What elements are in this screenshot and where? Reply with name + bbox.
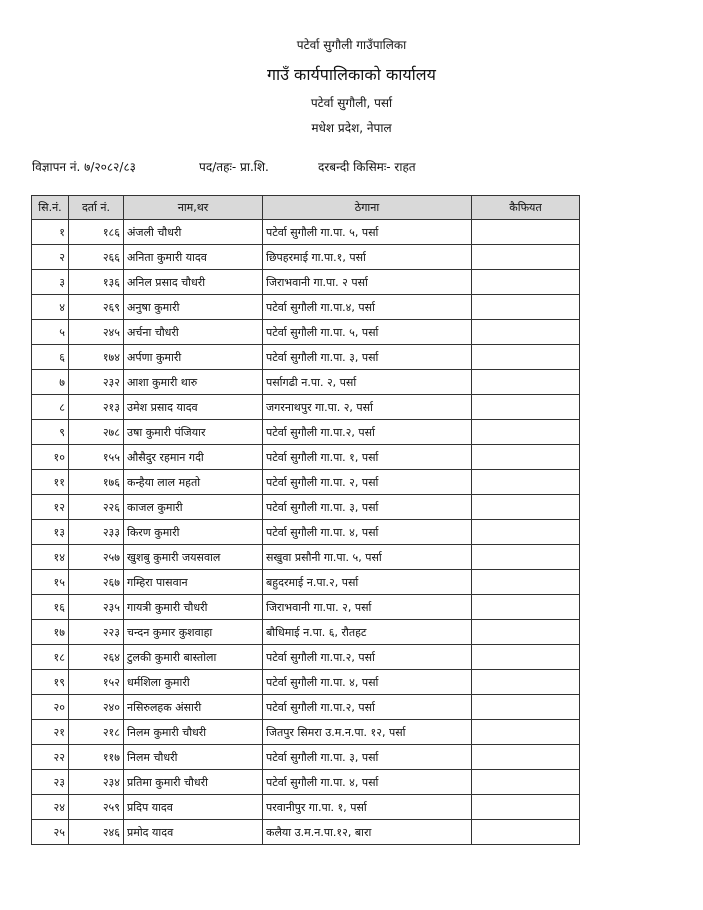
cell-name: कन्हैया लाल महतो (124, 470, 263, 495)
cell-address: पटेर्वा सुगौली गा.पा. १, पर्सा (263, 445, 472, 470)
table-row (32, 370, 580, 395)
table-row (32, 695, 580, 720)
cell-serial: २५ (32, 820, 69, 845)
office-title-municipality: पटेर्वा सुगौली गाउँपालिका (296, 38, 407, 52)
cell-serial: ९ (32, 420, 69, 445)
table-row (32, 220, 580, 245)
cell-remarks (472, 645, 580, 670)
cell-reg-no: २६९ (69, 295, 124, 320)
cell-serial: ६ (32, 345, 69, 370)
col-header-serial: सि.नं. (32, 196, 69, 220)
office-province: मधेश प्रदेश, नेपाल (311, 121, 392, 135)
cell-serial: ७ (32, 370, 69, 395)
cell-serial: १५ (32, 570, 69, 595)
cell-serial: ११ (32, 470, 69, 495)
cell-reg-no: २६७ (69, 570, 124, 595)
cell-reg-no: २१८ (69, 720, 124, 745)
cell-remarks (472, 595, 580, 620)
cell-serial: १४ (32, 545, 69, 570)
office-title-executive: गाउँ कार्यपालिकाको कार्यालय (267, 65, 436, 84)
cell-address: कलैया उ.म.न.पा.१२, बारा (263, 820, 472, 845)
cell-serial: १० (32, 445, 69, 470)
cell-address: पटेर्वा सुगौली गा.पा. ५, पर्सा (263, 220, 472, 245)
cell-name: धर्मशिला कुमारी (124, 670, 263, 695)
cell-serial: ३ (32, 270, 69, 295)
cell-serial: १२ (32, 495, 69, 520)
cell-address: पटेर्वा सुगौली गा.पा.२, पर्सा (263, 420, 472, 445)
cell-reg-no: २७८ (69, 420, 124, 445)
cell-address: पटेर्वा सुगौली गा.पा. ३, पर्सा (263, 345, 472, 370)
cell-reg-no: २२३ (69, 620, 124, 645)
cell-address: जिराभवानी गा.पा. २, पर्सा (263, 595, 472, 620)
cell-name: प्रदिप यादव (124, 795, 263, 820)
table-row (32, 795, 580, 820)
cell-name: उमेश प्रसाद यादव (124, 395, 263, 420)
cell-name: चन्दन कुमार कुशवाहा (124, 620, 263, 645)
table-row (32, 670, 580, 695)
cell-remarks (472, 445, 580, 470)
cell-name: अंजली चौधरी (124, 220, 263, 245)
cell-reg-no: २४० (69, 695, 124, 720)
cell-name: प्रतिमा कुमारी चौधरी (124, 770, 263, 795)
cell-remarks (472, 720, 580, 745)
cell-remarks (472, 570, 580, 595)
cell-reg-no: १३६ (69, 270, 124, 295)
cell-address: पटेर्वा सुगौली गा.पा. ४, पर्सा (263, 520, 472, 545)
table-row (32, 270, 580, 295)
cell-remarks (472, 795, 580, 820)
cell-reg-no: २६४ (69, 645, 124, 670)
cell-remarks (472, 470, 580, 495)
col-header-name: नाम,थर (124, 196, 263, 220)
cell-remarks (472, 520, 580, 545)
table-row (32, 445, 580, 470)
candidate-table (31, 195, 580, 845)
cell-name: काजल कुमारी (124, 495, 263, 520)
cell-address: पटेर्वा सुगौली गा.पा. ४, पर्सा (263, 770, 472, 795)
cell-serial: १८ (32, 645, 69, 670)
table-row (32, 770, 580, 795)
cell-reg-no: १८६ (69, 220, 124, 245)
cell-serial: २१ (32, 720, 69, 745)
table-header-row (32, 196, 580, 220)
cell-address: बहुदरमाई न.पा.२, पर्सा (263, 570, 472, 595)
cell-remarks (472, 220, 580, 245)
cell-address: पटेर्वा सुगौली गा.पा. २, पर्सा (263, 470, 472, 495)
cell-reg-no: १५५ (69, 445, 124, 470)
cell-serial: २२ (32, 745, 69, 770)
cell-name: गायत्री कुमारी चौधरी (124, 595, 263, 620)
table-row (32, 645, 580, 670)
cell-serial: १९ (32, 670, 69, 695)
table-row (32, 395, 580, 420)
col-header-reg-no: दर्ता नं. (69, 196, 124, 220)
table-row (32, 745, 580, 770)
cell-remarks (472, 370, 580, 395)
cell-serial: ४ (32, 295, 69, 320)
cell-name: अनिल प्रसाद चौधरी (124, 270, 263, 295)
cell-remarks (472, 245, 580, 270)
cell-name: प्रमोद यादव (124, 820, 263, 845)
cell-remarks (472, 745, 580, 770)
cell-remarks (472, 420, 580, 445)
cell-name: उषा कुमारी पंजियार (124, 420, 263, 445)
cell-serial: १३ (32, 520, 69, 545)
cell-serial: २ (32, 245, 69, 270)
cell-address: जितपुर सिमरा उ.म.न.पा. १२, पर्सा (263, 720, 472, 745)
cell-serial: १६ (32, 595, 69, 620)
cell-address: पर्सागढी न.पा. २, पर्सा (263, 370, 472, 395)
cell-reg-no: २३३ (69, 520, 124, 545)
cell-name: नसिरुलहक अंसारी (124, 695, 263, 720)
cell-reg-no: १७४ (69, 345, 124, 370)
cell-remarks (472, 695, 580, 720)
notice-type: दरबन्दी किसिमः- राहत (318, 160, 416, 174)
table-row (32, 545, 580, 570)
col-header-remarks: कैफियत (472, 196, 580, 220)
cell-remarks (472, 670, 580, 695)
cell-address: सखुवा प्रसौनी गा.पा. ५, पर्सा (263, 545, 472, 570)
cell-name: अनुषा कुमारी (124, 295, 263, 320)
cell-reg-no: २३४ (69, 770, 124, 795)
cell-address: पटेर्वा सुगौली गा.पा. ५, पर्सा (263, 320, 472, 345)
cell-address: छिपहरमाई गा.पा.१, पर्सा (263, 245, 472, 270)
cell-reg-no: २४६ (69, 820, 124, 845)
cell-name: अर्चना चौधरी (124, 320, 263, 345)
cell-serial: २४ (32, 795, 69, 820)
table-row (32, 245, 580, 270)
table-row (32, 295, 580, 320)
cell-remarks (472, 545, 580, 570)
cell-name: गम्हिरा पासवान (124, 570, 263, 595)
table-row (32, 820, 580, 845)
cell-name: टुलकी कुमारी बास्तोला (124, 645, 263, 670)
table-row (32, 595, 580, 620)
cell-reg-no: २३५ (69, 595, 124, 620)
cell-serial: १७ (32, 620, 69, 645)
cell-name: औसैदुर रहमान गदी (124, 445, 263, 470)
cell-remarks (472, 295, 580, 320)
cell-reg-no: २५९ (69, 795, 124, 820)
table-row (32, 420, 580, 445)
cell-serial: १ (32, 220, 69, 245)
table-row (32, 470, 580, 495)
cell-address: जिराभवानी गा.पा. २ पर्सा (263, 270, 472, 295)
table-row (32, 720, 580, 745)
table-row (32, 320, 580, 345)
table-row (32, 520, 580, 545)
cell-name: अर्पणा कुमारी (124, 345, 263, 370)
cell-serial: ५ (32, 320, 69, 345)
office-address: पटेर्वा सुगौली, पर्सा (310, 96, 393, 110)
cell-remarks (472, 770, 580, 795)
cell-name: निलम चौधरी (124, 745, 263, 770)
col-header-address: ठेगाना (263, 196, 472, 220)
cell-address: पटेर्वा सुगौली गा.पा.२, पर्सा (263, 695, 472, 720)
cell-reg-no: २६६ (69, 245, 124, 270)
cell-remarks (472, 820, 580, 845)
cell-remarks (472, 345, 580, 370)
cell-reg-no: २५७ (69, 545, 124, 570)
table-row (32, 495, 580, 520)
table-row (32, 570, 580, 595)
cell-address: पटेर्वा सुगौली गा.पा. ४, पर्सा (263, 670, 472, 695)
cell-reg-no: ११७ (69, 745, 124, 770)
cell-remarks (472, 270, 580, 295)
cell-name: अनिता कुमारी यादव (124, 245, 263, 270)
cell-reg-no: २२६ (69, 495, 124, 520)
cell-remarks (472, 395, 580, 420)
cell-serial: २३ (32, 770, 69, 795)
cell-reg-no: २३२ (69, 370, 124, 395)
cell-serial: ८ (32, 395, 69, 420)
cell-reg-no: १५२ (69, 670, 124, 695)
cell-reg-no: २१३ (69, 395, 124, 420)
cell-name: आशा कुमारी थारु (124, 370, 263, 395)
cell-remarks (472, 495, 580, 520)
cell-address: जगरनाथपुर गा.पा. २, पर्सा (263, 395, 472, 420)
table-row (32, 620, 580, 645)
cell-remarks (472, 320, 580, 345)
table-row (32, 345, 580, 370)
cell-remarks (472, 620, 580, 645)
cell-address: पटेर्वा सुगौली गा.पा. ३, पर्सा (263, 495, 472, 520)
cell-address: परवानीपुर गा.पा. १, पर्सा (263, 795, 472, 820)
table-body (32, 220, 580, 845)
cell-reg-no: २४५ (69, 320, 124, 345)
notice-number: विज्ञापन नं. ७/२०८२/८३ (32, 160, 136, 174)
notice-post: पद/तहः- प्रा.शि. (199, 160, 269, 174)
cell-name: किरण कुमारी (124, 520, 263, 545)
cell-address: पटेर्वा सुगौली गा.पा.४, पर्सा (263, 295, 472, 320)
cell-address: बौधिमाई न.पा. ६, रौतहट (263, 620, 472, 645)
cell-address: पटेर्वा सुगौली गा.पा. ३, पर्सा (263, 745, 472, 770)
cell-reg-no: १७६ (69, 470, 124, 495)
cell-serial: २० (32, 695, 69, 720)
cell-name: खुशबु कुमारी जयसवाल (124, 545, 263, 570)
cell-address: पटेर्वा सुगौली गा.पा.२, पर्सा (263, 645, 472, 670)
cell-name: निलम कुमारी चौधरी (124, 720, 263, 745)
